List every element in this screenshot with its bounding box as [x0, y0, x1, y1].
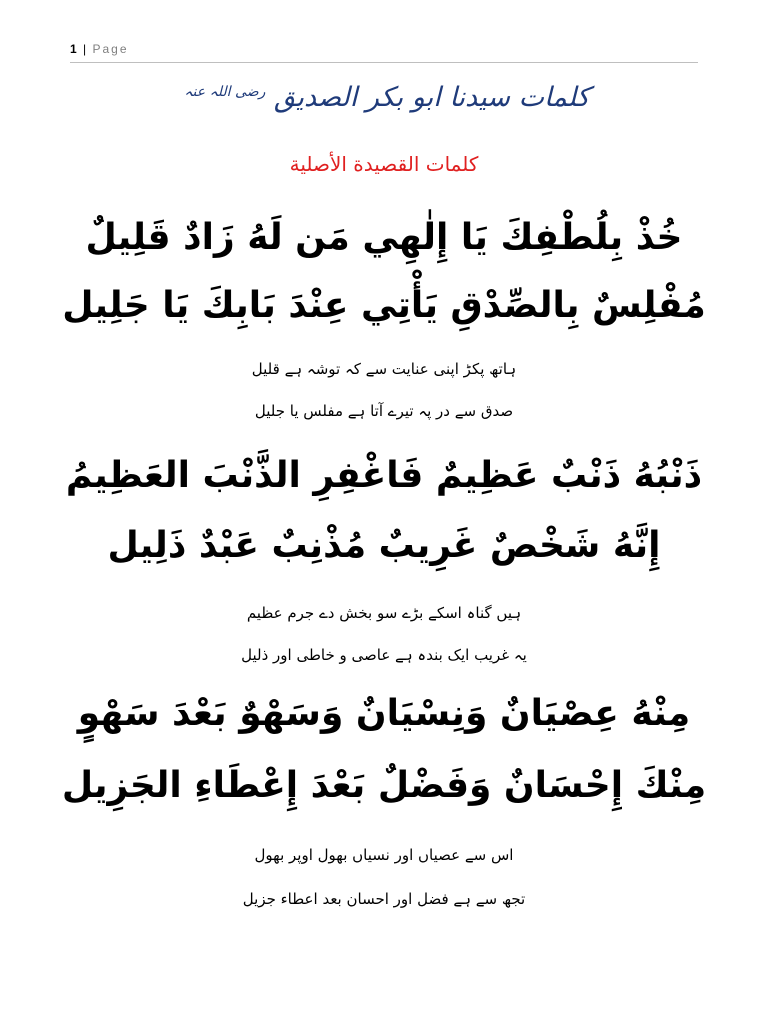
arabic-verse-line: إِنَّهُ شَخْصٌ غَرِيبٌ مُذْنِبٌ عَبْدٌ ذَلِيل [107, 525, 661, 566]
header-separator: | [83, 42, 87, 56]
urdu-translation-line: یہ غریب ایک بندہ ہے عاصی و خاطی اور ذلیل [241, 646, 527, 664]
arabic-verse-line: خُذْ بِلُطْفِكَ يَا إِلٰهِي مَن لَهُ زَادٌ قَلِيلٌ [85, 217, 683, 258]
document-subtitle: كلمات القصيدة الأصلية [289, 152, 479, 176]
urdu-translation-line: ہیں گناہ اسکے بڑے سو بخش دے جرم عظیم [246, 604, 522, 622]
document-title [0, 82, 768, 113]
arabic-verse-line: مِنْهُ عِصْيَانٌ وَنِسْيَانٌ وَسَهْوٌ بَعْدَ سَهْوٍ [77, 693, 691, 734]
title-honorific: رضی اللہ عنہ [184, 84, 266, 100]
urdu-translation-line: صدق سے در پہ تیرے آتا ہے مفلس یا جلیل [254, 402, 514, 420]
urdu-translation-line: اس سے عصیاں اور نسیاں بھول اوپر بھول [254, 846, 514, 864]
arabic-verse-line: مِنْكَ إِحْسَانٌ وَفَضْلٌ بَعْدَ إِعْطَاءِ الجَزِيل [61, 765, 707, 806]
arabic-verse-line: ذَنْبُهُ ذَنْبٌ عَظِيمٌ فَاغْفِرِ الذَّنْبَ العَظِيمُ [65, 455, 703, 496]
page-label: Page [92, 42, 129, 56]
urdu-translation-line: تجھ سے ہے فضل اور احسان بعد اعطاء جزیل [242, 890, 526, 908]
page-number: 1 [70, 42, 77, 56]
arabic-verse-line: مُفْلِسٌ بِالصِّدْقِ يَأْتِي عِنْدَ بَابِكَ يَا جَلِيل [62, 285, 706, 326]
page-header [70, 42, 698, 63]
title-text: كلمات سيدنا ابو بكر الصديق [273, 82, 590, 113]
urdu-translation-line: ہاتھ پکڑ اپنی عنایت سے کہ توشہ ہے قلیل [251, 360, 517, 378]
